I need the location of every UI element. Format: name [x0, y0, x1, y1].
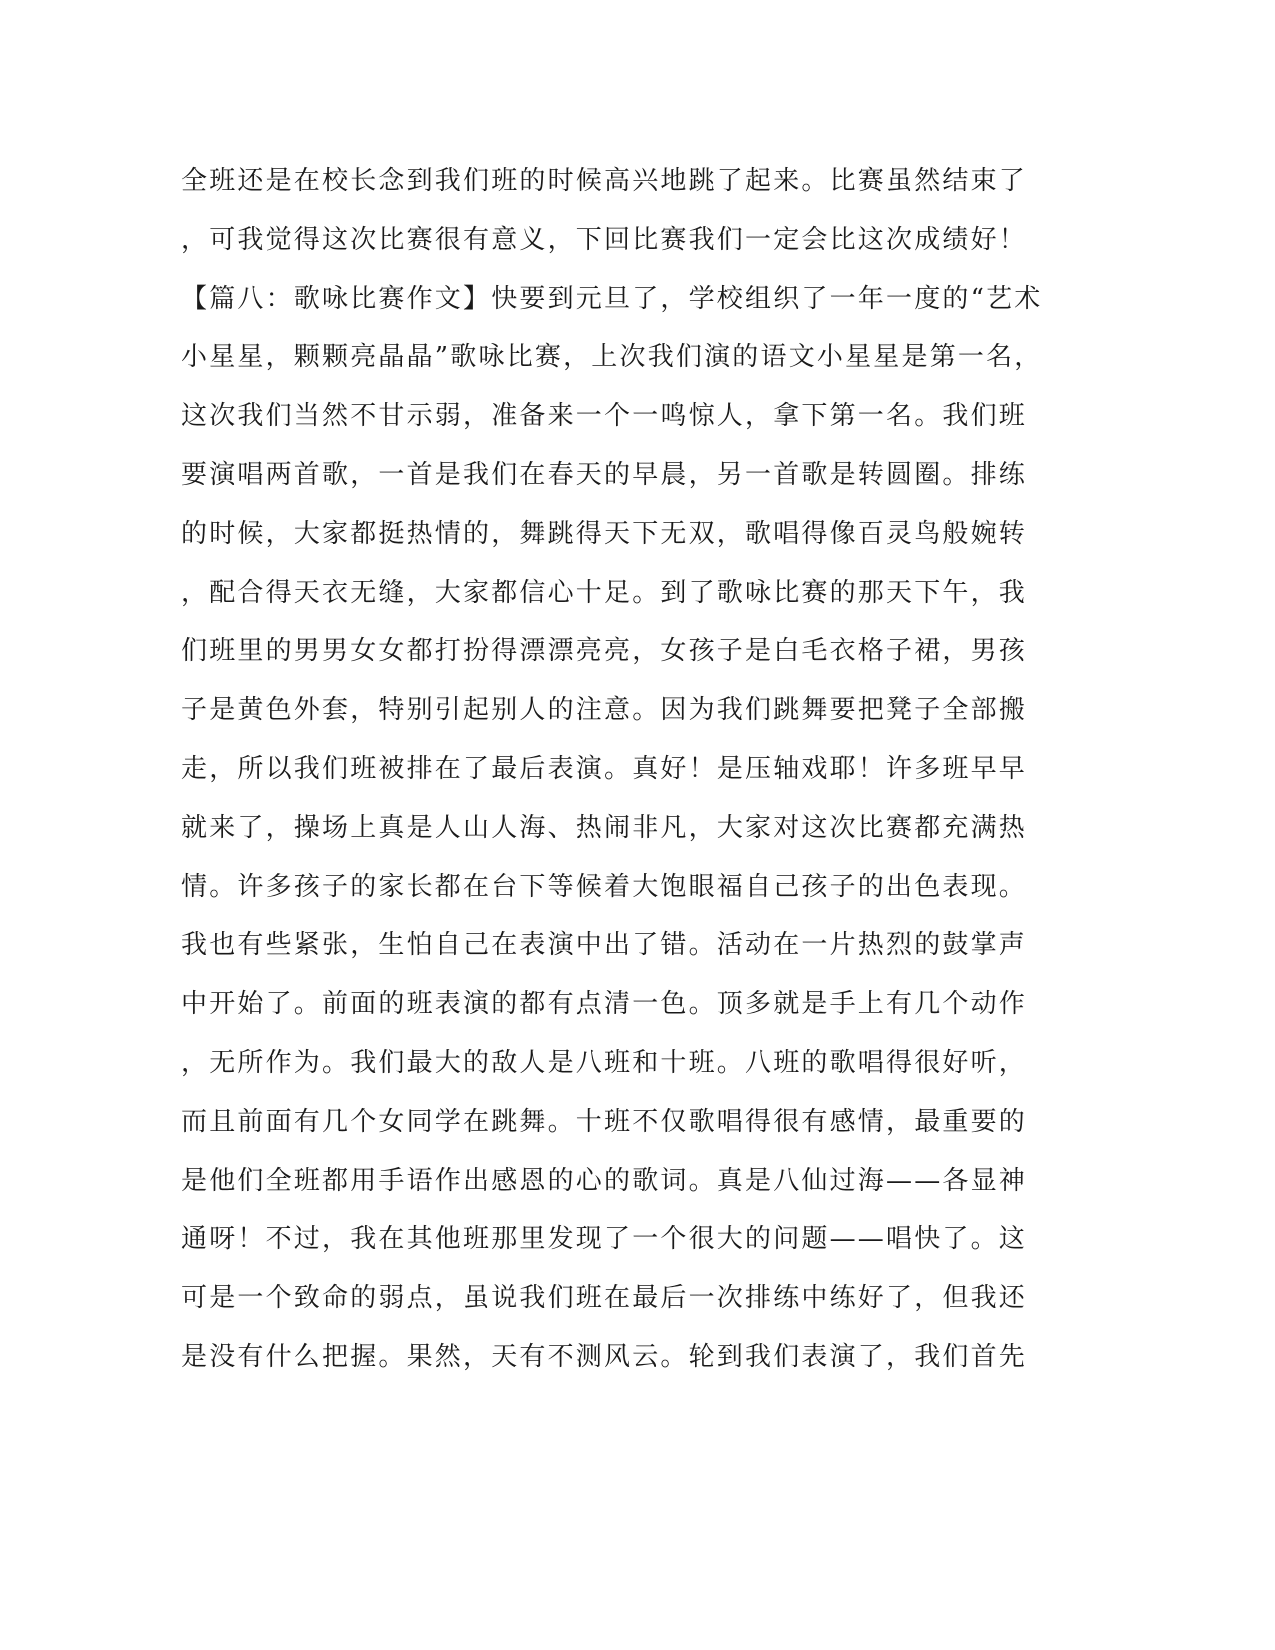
text-line: 子是黄色外套，特别引起别人的注意。因为我们跳舞要把凳子全部搬	[181, 695, 1028, 726]
text-line: 小星星，颗颗亮晶晶”歌咏比赛，上次我们演的语文小星星是第一名，	[181, 342, 1043, 373]
text-line: ，无所作为。我们最大的敌人是八班和十班。八班的歌唱得很好听，	[181, 1047, 1028, 1078]
text-line: 就来了，操场上真是人山人海、热闹非凡，大家对这次比赛都充满热	[181, 812, 1028, 843]
text-line: 们班里的男男女女都打扮得漂漂亮亮，女孩子是白毛衣格子裙，男孩	[181, 636, 1028, 667]
text-line: 通呀！不过，我在其他班那里发现了一个很大的问题——唱快了。这	[181, 1224, 1028, 1255]
text-line: 而且前面有几个女同学在跳舞。十班不仅歌唱得很有感情，最重要的	[181, 1106, 1028, 1137]
text-line: ，配合得天衣无缝，大家都信心十足。到了歌咏比赛的那天下午，我	[181, 577, 1028, 608]
text-line: ，可我觉得这次比赛很有意义，下回比赛我们一定会比这次成绩好！	[181, 224, 1028, 255]
text-line: 可是一个致命的弱点，虽说我们班在最后一次排练中练好了，但我还	[181, 1283, 1028, 1314]
text-line: 全班还是在校长念到我们班的时候高兴地跳了起来。比赛虽然结束了	[181, 166, 1028, 196]
text-line: 情。许多孩子的家长都在台下等候着大饱眼福自己孩子的出色表现。	[181, 871, 1028, 902]
text-line: 【篇八：歌咏比赛作文】快要到元旦了，学校组织了一年一度的“艺术	[181, 283, 1043, 314]
text-line: 中开始了。前面的班表演的都有点清一色。顶多就是手上有几个动作	[181, 989, 1028, 1020]
text-line: 的时候，大家都挺热情的，舞跳得天下无双，歌唱得像百灵鸟般婉转	[181, 518, 1028, 549]
text-line: 这次我们当然不甘示弱，准备来一个一鸣惊人，拿下第一名。我们班	[181, 401, 1028, 432]
text-line: 走，所以我们班被排在了最后表演。真好！是压轴戏耶！许多班早早	[181, 753, 1028, 784]
text-line: 我也有些紧张，生怕自己在表演中出了错。活动在一片热烈的鼓掌声	[181, 930, 1028, 961]
text-line: 要演唱两首歌，一首是我们在春天的早晨，另一首歌是转圆圈。排练	[181, 459, 1028, 490]
body-text	[181, 152, 1041, 1387]
text-line: 是没有什么把握。果然，天有不测风云。轮到我们表演了，我们首先	[181, 1341, 1028, 1372]
text-line: 是他们全班都用手语作出感恩的心的歌词。真是八仙过海——各显神	[181, 1165, 1028, 1196]
